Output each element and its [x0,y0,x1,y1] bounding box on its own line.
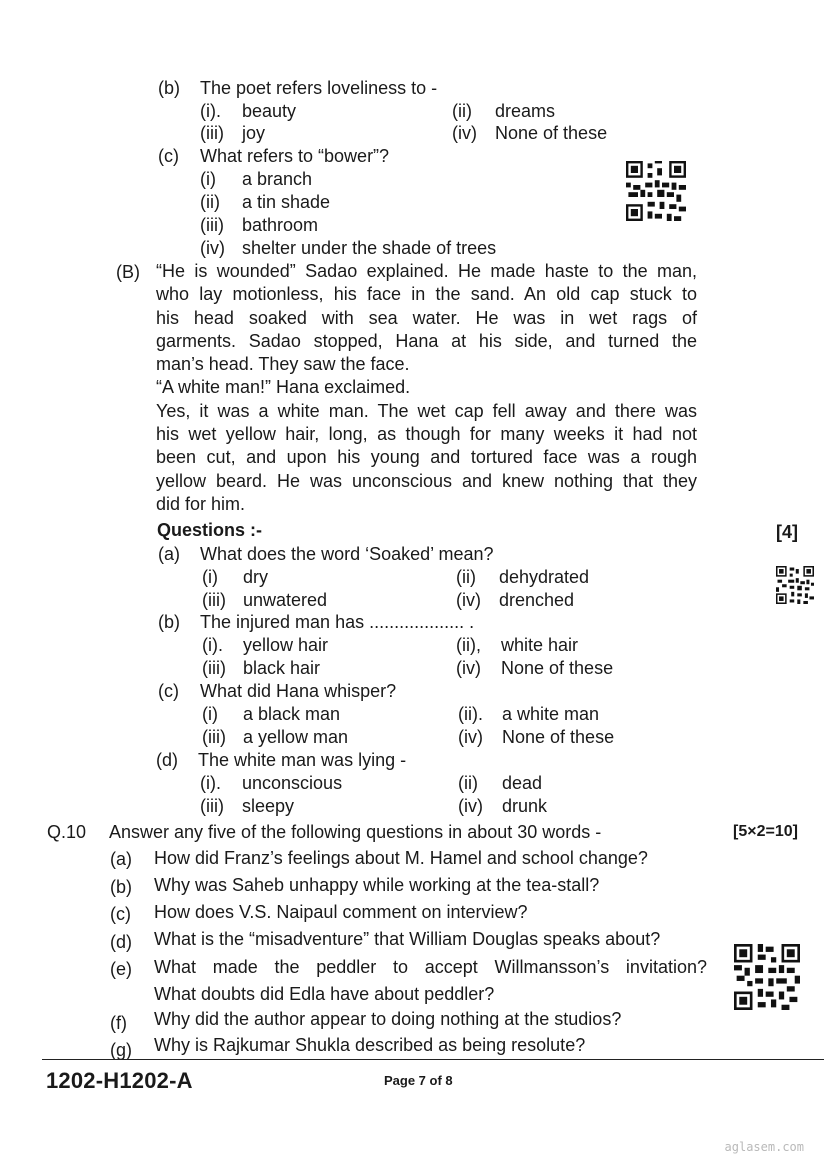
option-text: a white man [502,704,600,724]
question-text: Answer any five of the following questions in about 30 words - [109,822,602,842]
paper-code: 1202-H1202-A [46,1068,193,1093]
option-text: drunk [502,796,548,816]
passage-line: garments. Sadao stopped, Hana at his side, and turned the [156,330,697,351]
page-number: Page 7 of 8 [384,1073,453,1088]
option-number: (ii) [458,773,478,793]
marks-label: [4] [776,522,798,542]
passage-line: man’s head. They saw the face. [156,354,410,375]
passage-line: “He is wounded” Sadao explained. He made haste to the man, [156,261,697,281]
section-label: (B) [116,262,140,282]
option-text: joy [242,123,266,143]
option-number: (iii) [200,123,224,143]
option-number: (i). [200,101,221,121]
option-text: dehydrated [499,567,590,587]
option-number: (iv) [452,123,477,143]
question-number: (b) [158,612,180,632]
option-number: (i). [200,773,221,793]
question-number: (b) [110,877,132,897]
option-text: dreams [495,101,556,121]
option-number: (iv) [458,727,483,747]
option-text: a black man [243,704,341,724]
option-text: dead [502,773,543,793]
question-number: (c) [110,904,131,924]
option-text: black hair [243,658,321,678]
option-text: a branch [242,169,313,189]
question-text: Why was Saheb unhappy while working at the tea-stall? [154,875,600,895]
option-text: a tin shade [242,192,331,212]
option-number: (ii), [456,635,481,655]
option-number: (i) [200,169,216,189]
option-text: shelter under the shade of trees [242,238,497,258]
option-number: (iv) [456,590,481,610]
passage-line: his wet yellow hair, long, as though for many weeks it had not [156,424,697,445]
option-number: (i) [202,704,218,724]
option-text: sleepy [242,796,295,816]
passage-line: “A white man!” Hana exclaimed. [156,377,411,398]
option-text: None of these [501,658,614,678]
option-text: drenched [499,590,575,610]
question-text: How did Franz’s feelings about M. Hamel and school change? [154,848,648,868]
passage-line: yellow beard. He was unconscious and knew nothing that they [156,470,697,491]
option-number: (iii) [202,590,226,610]
option-number: (iii) [200,215,224,235]
qr-code-icon [734,944,800,1010]
question-text: What refers to “bower”? [200,146,390,166]
question-text: The injured man has ................... . [200,612,475,632]
question-number: (c) [158,681,179,701]
question-number: (e) [110,959,132,979]
question-number: (d) [156,750,178,770]
question-text: What doubts did Edla have about peddler? [154,984,495,1004]
qr-code-icon [775,566,815,604]
option-text: None of these [495,123,608,143]
passage-line: who lay motionless, his face in the sand. An old cap stuck to [156,284,697,305]
option-number: (iv) [458,796,483,816]
option-number: (i). [202,635,223,655]
qr-code-icon [626,160,686,222]
question-text: How does V.S. Naipaul comment on interview? [154,902,528,922]
option-text: white hair [501,635,579,655]
option-text: beauty [242,101,297,121]
question-text: What is the “misadventure” that William Douglas speaks about? [154,929,661,949]
passage-line: his head soaked with sea water. He was in wet rags of [156,307,697,328]
option-number: (iv) [200,238,225,258]
option-number: (iii) [200,796,224,816]
watermark: aglasem.com [724,1140,804,1154]
passage-line: Yes, it was a white man. The wet cap fell away and there was [156,400,697,421]
question-number: (g) [110,1040,132,1060]
option-number: (ii) [200,192,220,212]
question-text: The poet refers loveliness to - [200,78,438,98]
passage-line: been cut, and upon his young and tortured face was a rough [156,447,697,468]
question-text: Why is Rajkumar Shukla described as being resolute? [154,1035,586,1055]
option-number: (i) [202,567,218,587]
passage-line: did for him. [156,493,246,514]
option-number: (iii) [202,727,226,747]
questions-heading: Questions :- [157,520,263,540]
question-text: What does the word ‘Soaked’ mean? [200,544,494,564]
option-text: yellow hair [243,635,329,655]
question-number: (a) [158,544,180,564]
question-text: Why did the author appear to doing nothing at the studios? [154,1009,622,1029]
option-number: (ii). [458,704,483,724]
option-text: bathroom [242,215,319,235]
question-text: What made the peddler to accept Willmansson’s invitation? [154,957,707,977]
option-number: (ii) [452,101,472,121]
question-number: (d) [110,932,132,952]
option-text: dry [243,567,269,587]
option-text: None of these [502,727,615,747]
passage [156,260,697,516]
question-number: (b) [158,78,180,98]
question-number: Q.10 [47,822,87,842]
option-text: unwatered [243,590,328,610]
question-number: (c) [158,146,179,166]
question-text: The white man was lying - [198,750,407,770]
option-number: (iii) [202,658,226,678]
option-text: a yellow man [243,727,349,747]
question-number: (f) [110,1013,127,1033]
footer-divider [42,1059,824,1060]
option-number: (iv) [456,658,481,678]
option-text: unconscious [242,773,343,793]
option-number: (ii) [456,567,476,587]
question-text: What did Hana whisper? [200,681,397,701]
question-number: (a) [110,849,132,869]
marks-label: [5×2=10] [733,823,798,840]
